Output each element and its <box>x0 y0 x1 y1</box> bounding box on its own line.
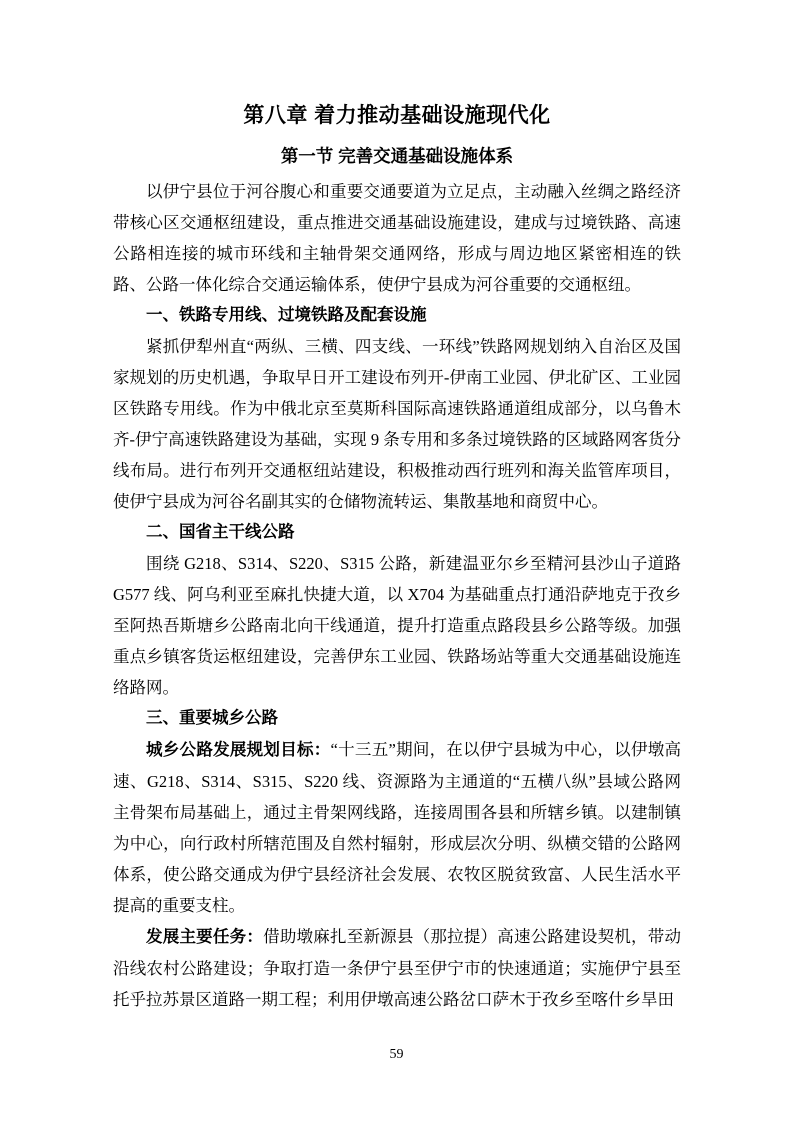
paragraph-railway: 紧抓伊犁州直“两纵、三横、四支线、一环线”铁路网规划纳入自治区及国家规划的历史机遇，争取早日开工建设布列开-伊南工业园、伊北矿区、工业园区铁路专用线。作为中俄北京至莫斯科国际高速铁路通道组成部分，以乌鲁木齐-伊宁高速铁路建设为基础，实现 9 条专用和多条过境铁路的区域路网客货分线布局。进行布列开交通枢纽站建设，积极推动西行班列和海关监管库项目，使伊宁县成为河谷名副其实的仓储物流转运、集散基地和商贸中心。 <box>113 337 681 511</box>
paragraph-main-tasks <box>113 921 681 1015</box>
paragraph-trunk-highways: 围绕 G218、S314、S220、S315 公路，新建温亚尔乡至精河县沙山子道路 G577 线、阿乌利亚至麻扎快捷大道，以 X704 为基础重点打通沿萨地克于孜乡至阿热吾斯塘乡公路南北向干线通道，提升打造重点路段县乡公路等级。加强重点乡镇客货运枢纽建设，完善伊东工业园、铁路场站等重大交通基础设施连络路网。 <box>113 554 681 697</box>
subsection-heading-railway: 一、铁路专用线、过境铁路及配套设施 <box>146 306 427 324</box>
page-content <box>113 101 681 1015</box>
paragraph-main-tasks-text: 借助墩麻扎至新源县（那拉提）高速公路建设契机，带动沿线农村公路建设；争取打造一条伊宁县至伊宁市的快速通道；实施伊宁县至托乎拉苏景区道路一期工程；利用伊墩高速公路岔口萨木于孜乡至喀什乡旱田 <box>113 927 682 1009</box>
paragraph-planning-goal-text: “十三五”期间，在以伊宁县城为中心，以伊墩高速、G218、S314、S315、S220 线、资源路为主通道的“五横八纵”县域公路网主骨架布局基础上，通过主骨架网线路，连接周围各县和所辖乡镇。以建制镇为中心，向行政村所辖范围及自然村辐射，形成层次分明、纵横交错的公路网体系，使公路交通成为伊宁县经济社会发展、农牧区脱贫致富、人民生活水平提高的重要支柱。 <box>113 740 681 915</box>
subsection-heading-trunk-highways: 二、国省主干线公路 <box>146 523 295 541</box>
paragraph-planning-goal-lead: 城乡公路发展规划目标： <box>146 741 331 759</box>
paragraph-planning-goal <box>113 734 681 921</box>
subsection-heading-urban-rural-roads: 三、重要城乡公路 <box>146 709 278 727</box>
page-number: 59 <box>389 1047 404 1062</box>
chapter-title: 第八章 着力推动基础设施现代化 <box>243 104 551 127</box>
paragraph-main-tasks-lead: 发展主要任务： <box>146 928 264 946</box>
intro-paragraph: 以伊宁县位于河谷腹心和重要交通要道为立足点，主动融入丝绸之路经济带核心区交通枢纽建设，重点推进交通基础设施建设，建成与过境铁路、高速公路相连接的城市环线和主轴骨架交通网络，形成与周边地区紧密相连的铁路、公路一体化综合交通运输体系，使伊宁县成为河谷重要的交通枢纽。 <box>113 182 681 294</box>
section-title: 第一节 完善交通基础设施体系 <box>280 146 514 166</box>
